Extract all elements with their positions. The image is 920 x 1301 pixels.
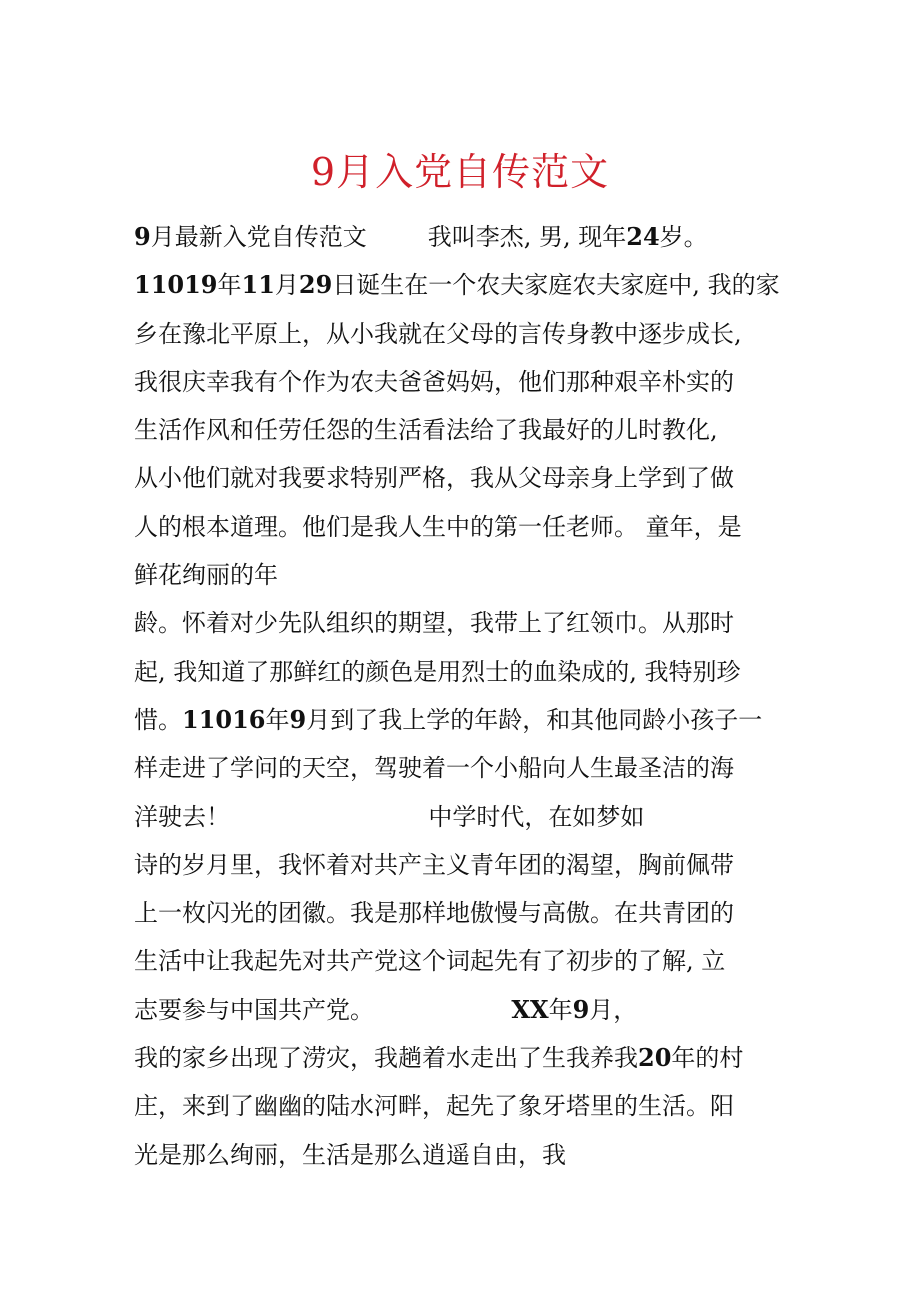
body-line-11: 惜。11016年9月到了我上学的年龄，和其他同龄小孩子一 — [134, 704, 763, 734]
body-line-14: 诗的岁月里，我怀着对共产主义青年团的渴望，胸前佩带 — [134, 850, 734, 879]
body-line-4: 我很庆幸我有个作为农夫爸爸妈妈，他们那种艰辛朴实的 — [134, 367, 734, 396]
document-body — [134, 213, 814, 1179]
body-line-5: 生活作风和任劳任怨的生活看法给了我最好的儿时教化, — [134, 416, 718, 445]
body-line-18: 我的家乡出现了涝灾，我趟着水走出了生我养我20年的村 — [134, 1043, 744, 1073]
page-title: 9月入党自传范文 — [310, 150, 610, 194]
body-line-13: 洋驶去！ 中学时代，在如梦如 — [134, 802, 645, 831]
body-line-7: 人的根本道理。他们是我人生中的第一任老师。 童年，是 — [134, 512, 742, 541]
body-line-6: 从小他们就对我要求特别严格，我从父母亲身上学到了做 — [134, 464, 734, 493]
body-line-1: 9月最新入党自传范文 我叫李杰, 男, 现年24岁。 — [134, 222, 708, 251]
body-line-12: 样走进了学问的天空，驾驶着一个小船向人生最圣洁的海 — [134, 754, 734, 783]
body-line-9: 龄。怀着对少先队组织的期望，我带上了红领巾。从那时 — [134, 609, 734, 638]
body-line-16: 生活中让我起先对共产党这个词起先有了初步的了解, 立 — [134, 947, 726, 976]
body-line-19: 庄，来到了幽幽的陆水河畔，起先了象牙塔里的生活。阳 — [134, 1092, 734, 1121]
body-line-15: 上一枚闪光的团徽。我是那样地傲慢与高傲。在共青团的 — [134, 899, 734, 928]
body-line-20: 光是那么绚丽，生活是那么逍遥自由，我 — [134, 1140, 566, 1169]
body-line-8: 鲜花绚丽的年 — [134, 561, 278, 590]
body-line-3: 乡在豫北平原上，从小我就在父母的言传身教中逐步成长, — [134, 319, 742, 348]
body-line-10: 起, 我知道了那鲜红的颜色是用烈士的血染成的, 我特别珍 — [134, 657, 741, 686]
body-line-17: 志要参与中国共产党。 XX年9月， — [134, 994, 638, 1024]
body-line-2: 11019年11月29日诞生在一个农夫家庭农夫家庭中, 我的家 — [134, 270, 780, 300]
